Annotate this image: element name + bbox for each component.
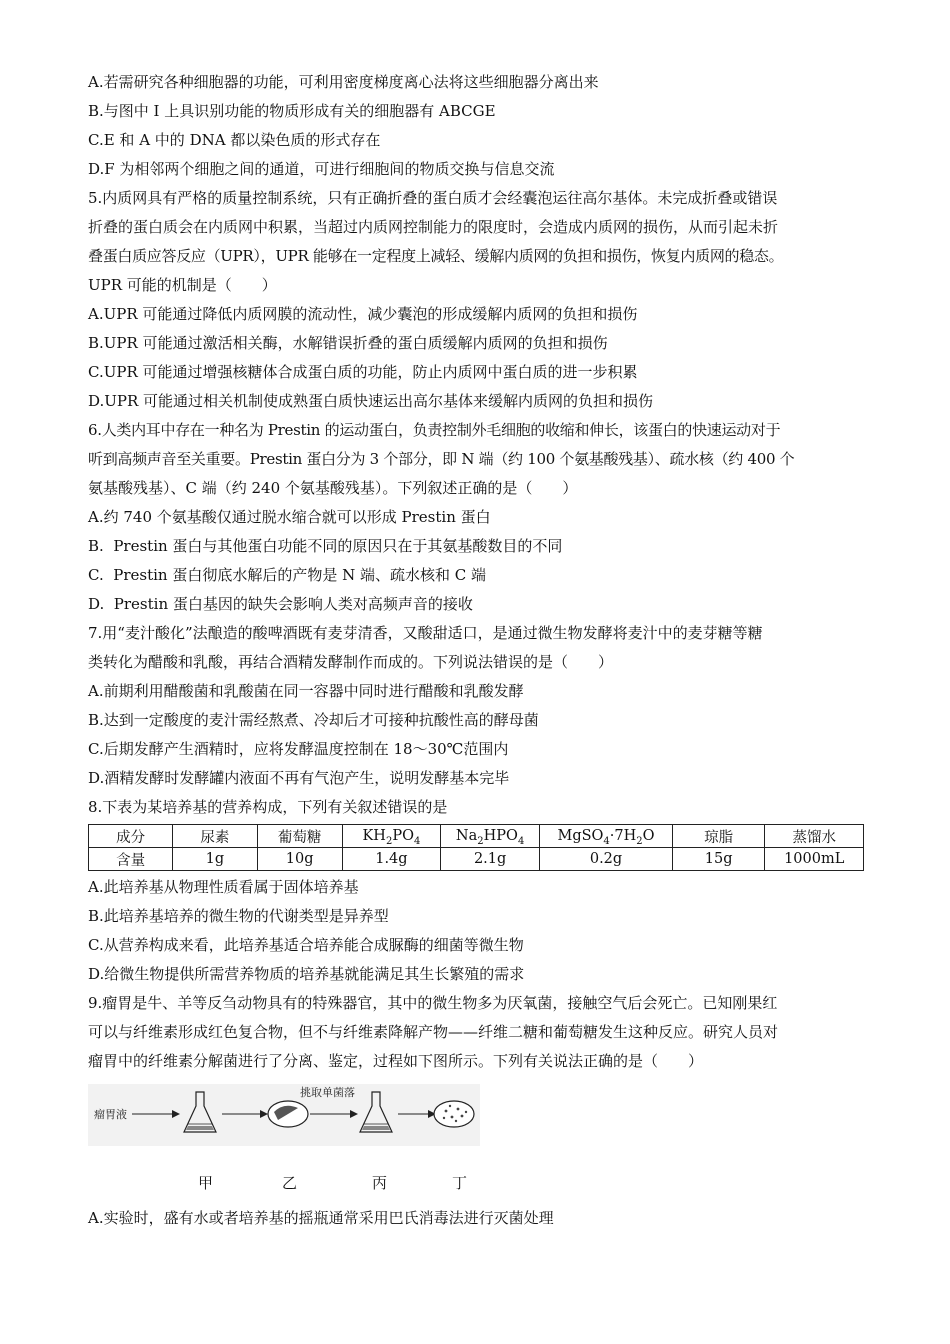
q7-stem-1: 7.用“麦汁酸化”法酿造的酸啤酒既有麦芽清香，又酸甜适口，是通过微生物发酵将麦汁中的麦芽糖等糖 — [88, 624, 763, 642]
table-cell: 含量 — [89, 848, 173, 871]
pick-colony-label: 挑取单菌落 — [300, 1086, 355, 1099]
table-cell: 蒸馏水 — [765, 825, 864, 848]
label-yi: 乙 — [282, 1174, 298, 1192]
q9-option-a: A.实验时，盛有水或者培养基的摇瓶通常采用巴氏消毒法进行灭菌处理 — [88, 1209, 554, 1227]
formula-part: HPO — [483, 828, 518, 844]
q4-option-c: C.E 和 A 中的 DNA 都以染色质的形式存在 — [88, 131, 381, 149]
table-row-components — [89, 825, 864, 848]
q6-stem-3: 氨基酸残基）、C 端（约 240 个氨基酸残基）。下列叙述正确的是（ ） — [88, 479, 578, 497]
formula-sub: 2 — [636, 835, 643, 847]
q7-option-d: D.酒精发酵时发酵罐内液面不再有气泡产生，说明发酵基本完毕 — [88, 769, 510, 787]
q5-stem-2: 折叠的蛋白质会在内质网中积累，当超过内质网控制能力的限度时，会造成内质网的损伤，从而引起未折 — [88, 218, 779, 236]
table-cell: 1g — [173, 848, 257, 871]
label-ding: 丁 — [452, 1174, 468, 1192]
q6-stem-2: 听到高频声音至关重要。Prestin 蛋白分为 3 个部分，即 N 端（约 100 个氨基酸残基）、疏水核（约 400 个 — [88, 450, 795, 468]
formula-part: O — [642, 828, 655, 844]
q6-option-d: D. Prestin 蛋白基因的缺失会影响人类对高频声音的接收 — [88, 595, 473, 613]
q8-option-a: A.此培养基从物理性质看属于固体培养基 — [88, 878, 359, 896]
table-cell — [342, 825, 440, 848]
table-cell: 琼脂 — [672, 825, 765, 848]
label-bing: 丙 — [372, 1174, 388, 1192]
q8-option-b: B.此培养基培养的微生物的代谢类型是异养型 — [88, 907, 389, 925]
table-cell: 0.2g — [540, 848, 673, 871]
table-cell: 葡萄糖 — [257, 825, 342, 848]
q9-stem-3: 瘤胃中的纤维素分解菌进行了分离、鉴定，过程如下图所示。下列有关说法正确的是（ ） — [88, 1052, 704, 1070]
q5-option-d: D.UPR 可能通过相关机制使成熟蛋白质快速运出高尔基体来缓解内质网的负担和损伤 — [88, 392, 654, 410]
q7-option-c: C.后期发酵产生酒精时，应将发酵温度控制在 18～30℃范围内 — [88, 740, 509, 758]
process-diagram — [88, 1084, 508, 1164]
q8-stem: 8.下表为某培养基的营养构成，下列有关叙述错误的是 — [88, 798, 448, 816]
table-cell: 2.1g — [441, 848, 540, 871]
q5-option-b: B.UPR 可能通过激活相关酶，水解错误折叠的蛋白质缓解内质网的负担和损伤 — [88, 334, 608, 352]
q5-stem-3: 叠蛋白质应答反应（UPR），UPR 能够在一定程度上减轻、缓解内质网的负担和损伤，恢复内质网的稳态。 — [88, 247, 784, 265]
q5-stem-1: 5.内质网具有严格的质量控制系统，只有正确折叠的蛋白质才会经囊泡运往高尔基体。未完成折叠或错误 — [88, 189, 778, 207]
label-jia: 甲 — [198, 1174, 214, 1192]
q7-option-b: B.达到一定酸度的麦汁需经熬煮、冷却后才可接种抗酸性高的酵母菌 — [88, 711, 539, 729]
formula-sub: 4 — [517, 835, 525, 847]
table-cell: 成分 — [89, 825, 173, 848]
isolation-process-figure — [88, 1084, 508, 1164]
q8-option-c: C.从营养构成来看，此培养基适合培养能合成脲酶的细菌等微生物 — [88, 936, 524, 954]
formula-part: PO — [392, 828, 414, 844]
q5-option-a: A.UPR 可能通过降低内质网膜的流动性，减少囊泡的形成缓解内质网的负担和损伤 — [88, 305, 638, 323]
q6-option-c: C. Prestin 蛋白彻底水解后的产物是 N 端、疏水核和 C 端 — [88, 566, 487, 584]
formula-sub: 2 — [477, 835, 484, 847]
plate-ding-icon — [434, 1101, 474, 1127]
q8-option-d: D.给微生物提供所需营养物质的培养基就能满足其生长繁殖的需求 — [88, 965, 525, 983]
document-page — [88, 68, 868, 1233]
table-cell: 1.4g — [342, 848, 440, 871]
formula-part: Na — [455, 828, 478, 844]
q4-option-a: A.若需研究各种细胞器的功能，可利用密度梯度离心法将这些细胞器分离出来 — [88, 73, 599, 91]
q9-stem-1: 9.瘤胃是牛、羊等反刍动物具有的特殊器官，其中的微生物多为厌氧菌，接触空气后会死亡。已知刚果红 — [88, 994, 778, 1012]
table-cell: 1000mL — [765, 848, 864, 871]
table-cell: 10g — [257, 848, 342, 871]
formula-part: ·7H — [609, 828, 637, 844]
formula-sub: 4 — [413, 835, 421, 847]
q7-stem-2: 类转化为醋酸和乳酸，再结合酒精发酵制作而成的。下列说法错误的是（ ） — [88, 653, 614, 671]
table-cell — [441, 825, 540, 848]
table-cell: 尿素 — [173, 825, 257, 848]
q5-option-c: C.UPR 可能通过增强核糖体合成蛋白质的功能，防止内质网中蛋白质的进一步积累 — [88, 363, 638, 381]
q6-option-b: B. Prestin 蛋白与其他蛋白功能不同的原因只在于其氨基酸数目的不同 — [88, 537, 563, 555]
table-cell: 15g — [672, 848, 765, 871]
q5-stem-4: UPR 可能的机制是（ ） — [88, 276, 277, 294]
q7-option-a: A.前期利用醋酸菌和乳酸菌在同一容器中同时进行醋酸和乳酸发酵 — [88, 682, 524, 700]
formula-sub: 4 — [603, 835, 610, 847]
q6-option-a: A.约 740 个氨基酸仅通过脱水缩合就可以形成 Prestin 蛋白 — [88, 508, 491, 526]
table-cell — [540, 825, 673, 848]
q6-stem-1: 6.人类内耳中存在一种名为 Prestin 的运动蛋白，负责控制外毛细胞的收缩和伸长，该蛋白的快速运动对于 — [88, 421, 781, 439]
q9-stem-2: 可以与纤维素形成红色复合物，但不与纤维素降解产物——纤维二糖和葡萄糖发生这种反应。研究人员对 — [88, 1023, 779, 1041]
q4-option-b: B.与图中 I 上具识别功能的物质形成有关的细胞器有 ABCGE — [88, 102, 496, 120]
table-row-amounts — [89, 848, 864, 871]
nutrient-table — [88, 824, 864, 871]
formula-sub: 2 — [385, 835, 393, 847]
formula-part: KH — [362, 828, 386, 844]
plate-yi-icon — [268, 1101, 308, 1127]
figure-labels — [88, 1164, 868, 1204]
source-label: 瘤胃液 — [94, 1108, 127, 1121]
formula-part: MgSO — [557, 828, 604, 844]
q4-option-d: D.F 为相邻两个细胞之间的通道，可进行细胞间的物质交换与信息交流 — [88, 160, 555, 178]
